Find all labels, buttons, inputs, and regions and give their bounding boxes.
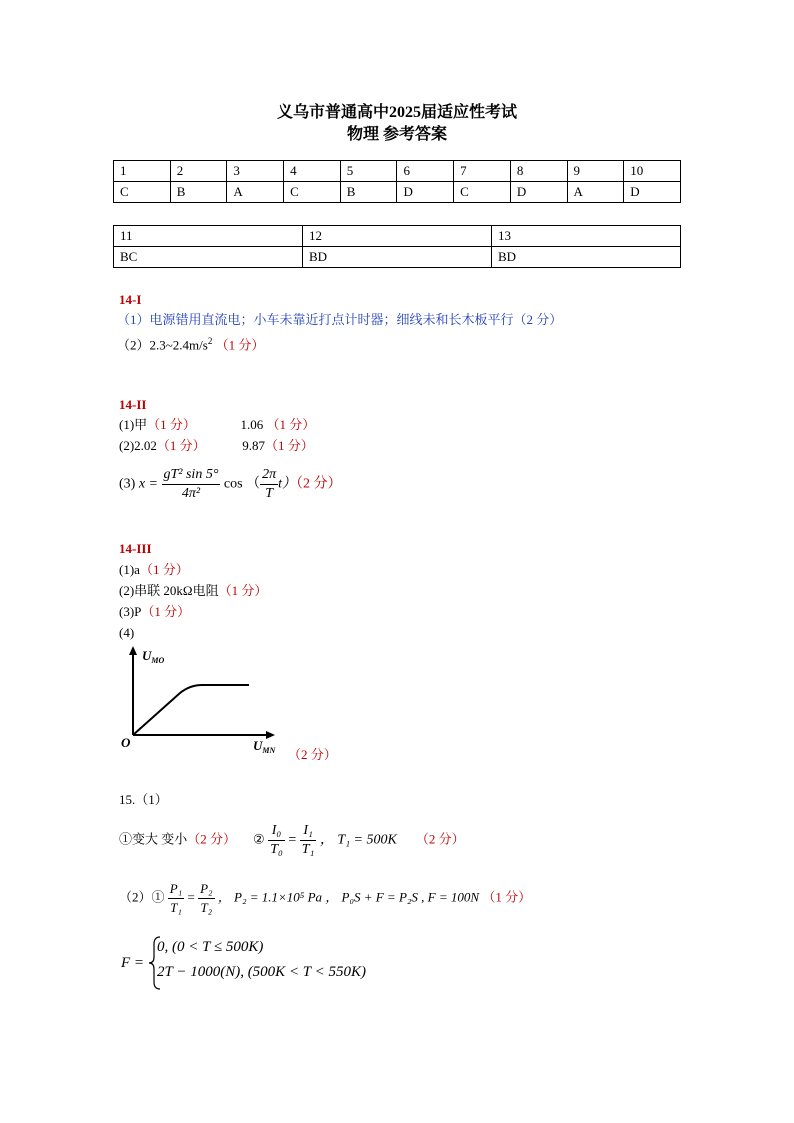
y-axis-label: $U_{MO}$ <box>142 648 165 665</box>
table1-number-cell-9: 10 <box>624 161 681 182</box>
table1-answer-cell-4: B <box>340 182 397 203</box>
fraction-i0-t0-den: T₀ <box>270 842 283 857</box>
q14-2-1b-score: （1 分） <box>266 417 316 432</box>
x-axis-arrow <box>266 731 275 739</box>
fraction-p1-t1 <box>168 880 184 917</box>
q14-2-3-score: （2 分） <box>296 476 342 492</box>
table2-number-cell-2: 13 <box>492 226 681 247</box>
table2-number-cell-0: 11 <box>114 226 303 247</box>
table1-answer-cell-6: C <box>454 182 511 203</box>
q14-1-answer-2-score: （1 分） <box>215 337 265 353</box>
q14-3-2-score: （1 分） <box>218 583 268 598</box>
table-row-answers <box>114 247 681 268</box>
table1-number-cell-5: 6 <box>397 161 454 182</box>
fraction-p2-t2-num: P₂ <box>198 880 214 899</box>
table-row-numbers <box>114 161 681 182</box>
formula-fraction-2 <box>260 466 278 503</box>
q14-3-2: (2)串联 20kΩ电阻 <box>119 583 219 598</box>
table1-answer-cell-7: D <box>510 182 567 203</box>
table-row-answers <box>114 182 681 203</box>
q14-3-3-score: （1 分） <box>141 604 191 619</box>
q15-part1 <box>119 822 465 859</box>
fraction-p1-t1-num: P₁ <box>168 880 184 899</box>
q14-3-graph-score: （2 分） <box>288 747 337 762</box>
q14-3-heading: 14-III <box>119 541 152 556</box>
formula-denominator-2: T <box>265 486 273 501</box>
q14-3-answer-3 <box>119 603 190 621</box>
q14-3-3: (3)P <box>119 604 142 619</box>
q14-2-2a: (2)2.02 <box>119 438 157 453</box>
q15-1b-score: （2 分） <box>415 831 465 847</box>
q14-1-answer-1: （1）电源错用直流电；小车未靠近打点计时器；细线未和长木板平行（2 分） <box>117 312 563 327</box>
table1-answer-cell-0: C <box>114 182 171 203</box>
q14-3-answer-2 <box>119 582 267 600</box>
q14-2-answer-2 <box>119 437 314 455</box>
fraction-p1-t1-den: T₁ <box>170 900 182 915</box>
doc-subtitle: 物理 参考答案 <box>346 126 447 143</box>
q15-2-eq: = <box>187 889 195 905</box>
q14-3-answer-1 <box>119 561 189 579</box>
graph-curve <box>133 685 249 735</box>
table1-answer-cell-3: C <box>284 182 341 203</box>
q14-2-2b: 9.87 <box>242 438 265 453</box>
piecewise-case-1: 0, (0 < T ≤ 500K) <box>157 939 264 955</box>
q14-2-2b-score: （1 分） <box>264 438 314 453</box>
table2-number-cell-1: 12 <box>303 226 492 247</box>
table1-answer-cell-2: A <box>227 182 284 203</box>
fraction-i0-t0 <box>268 822 285 859</box>
table1-answer-cell-1: B <box>170 182 227 203</box>
answer-table-2 <box>113 225 681 268</box>
q14-2-3-cos: cos （ <box>223 476 261 492</box>
formula-numerator-2: 2π <box>260 466 278 485</box>
q14-1-answer-2 <box>117 332 264 354</box>
q15-1a-score: （2 分） <box>187 831 237 847</box>
table-row-numbers <box>114 226 681 247</box>
formula-denominator: 4π² <box>181 486 201 501</box>
piecewise-lhs <box>121 955 144 972</box>
piecewise-lhs-text: F = <box>121 955 145 971</box>
q14-2-1b: 1.06 <box>240 417 264 432</box>
origin-label: O <box>121 735 131 750</box>
q14-1-answer-2-sup: 2 <box>207 336 213 346</box>
piecewise-case-2: 2T − 1000(N), (500K < T < 550K) <box>157 964 367 980</box>
table1-answer-cell-5: D <box>397 182 454 203</box>
table1-number-cell-0: 1 <box>114 161 171 182</box>
q15-2-prefix: （2）① <box>119 889 165 905</box>
q15-2-rest: ， P₂ = 1.1×10⁵ Pa ， P₀S + F = P₂S , F = 100N <box>217 889 480 905</box>
fraction-p2-t2-den: T₂ <box>200 900 213 915</box>
q14-2-3-prefix: (3) <box>119 476 136 492</box>
q14-2-answer-1 <box>119 416 315 434</box>
q15-heading: 15.（1） <box>119 792 168 807</box>
q14-3-1-score: （1 分） <box>139 562 189 577</box>
q14-1-answer-2-text: （2）2.3~2.4m/s <box>117 337 208 353</box>
table2-answer-cell-1: BD <box>303 247 492 268</box>
x-axis-label: $U_{MN}$ <box>253 738 276 755</box>
table1-number-cell-2: 3 <box>227 161 284 182</box>
q14-2-2a-score: （1 分） <box>156 438 206 453</box>
q15-1b: ② <box>253 831 265 847</box>
table1-number-cell-3: 4 <box>284 161 341 182</box>
q14-2-heading: 14-II <box>119 397 147 412</box>
fraction-i1-t1-num: I₁ <box>300 822 317 841</box>
q14-1-heading: 14-I <box>119 292 142 307</box>
formula-numerator: gT² sin 5° <box>162 466 221 485</box>
q14-2-3-lhs: x = <box>138 476 158 492</box>
y-axis-arrow <box>129 646 137 655</box>
q15-1-t1: ， T₁ = 500K <box>319 832 397 848</box>
q15-2-score: （1 分） <box>482 889 532 905</box>
answer-table-1 <box>113 160 681 203</box>
q14-3-1: (1)a <box>119 562 140 577</box>
table1-number-cell-8: 9 <box>567 161 624 182</box>
fraction-i1-t1 <box>300 822 317 859</box>
q14-2-1a: (1)甲 <box>119 417 148 432</box>
fraction-i0-t0-num: I₀ <box>268 822 285 841</box>
table2-answer-cell-2: BD <box>492 247 681 268</box>
q15-1-eq: = <box>288 832 297 848</box>
q15-part2 <box>119 880 531 917</box>
table2-answer-cell-0: BC <box>114 247 303 268</box>
formula-fraction <box>162 466 221 503</box>
q14-2-3-t: t） <box>278 476 296 492</box>
table1-number-cell-1: 2 <box>170 161 227 182</box>
table1-number-cell-7: 8 <box>510 161 567 182</box>
table1-answer-cell-8: A <box>567 182 624 203</box>
table1-number-cell-6: 7 <box>454 161 511 182</box>
table1-answer-cell-9: D <box>624 182 681 203</box>
umo-umn-graph <box>118 642 298 757</box>
q14-2-answer-3 <box>119 466 342 503</box>
table1-number-cell-4: 5 <box>340 161 397 182</box>
fraction-p2-t2 <box>198 880 214 917</box>
fraction-i1-t1-den: T₁ <box>301 842 315 857</box>
q14-3-answer-4: (4) <box>119 625 135 640</box>
doc-title: 义乌市普通高中2025届适应性考试 <box>276 104 517 121</box>
q15-1a: ①变大 变小 <box>119 831 188 847</box>
q14-2-1a-score: （1 分） <box>147 417 196 432</box>
